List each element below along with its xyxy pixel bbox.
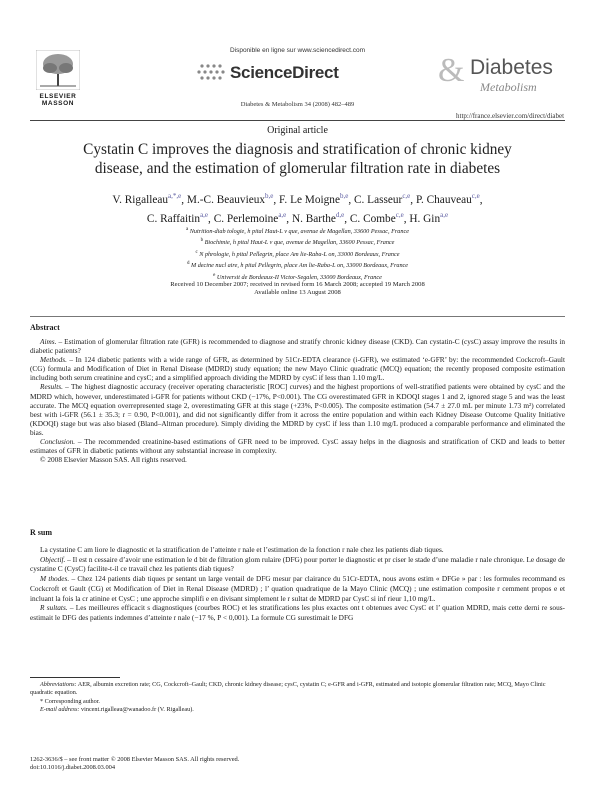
- journal-url[interactable]: http://france.elsevier.com/direct/diabet: [456, 112, 565, 120]
- footnote-rule: [30, 677, 120, 678]
- abstract-body: [30, 337, 565, 464]
- received-dates: Received 10 December 2007; received in revised form 16 March 2008; accepted 19 March 2008: [170, 281, 425, 288]
- doi-link[interactable]: doi:10.1016/j.diabet.2008.03.004: [30, 764, 116, 772]
- elsevier-wordmark: ELSEVIER MASSON: [39, 93, 77, 107]
- journal-logo-ampersand: &: [438, 52, 465, 89]
- section-label: Objectif.: [40, 554, 66, 564]
- abbreviations-text: AER, albumin excretion rate; CG, Cockcroft–Gault; CKD, chronic kidney disease; cysC, cystatin C; e-GFR and i-GFR, estimated and isotopic glomerular filtration rate; MCQ, Mayo Clinic quadratic equation.: [30, 681, 546, 697]
- affiliation-mark: a: [186, 227, 189, 232]
- paragraph-text: – The recommended creatinine-based estimations of GFR need to be improved. CysC assay helps in the diagnosis and stratification of CKD and leads to better estimates of GFR in diabetic patients without any substantial increase in complexity.: [30, 437, 565, 456]
- author-affiliation-mark: a,e: [200, 210, 209, 219]
- abstract-paragraph: [30, 382, 565, 437]
- journal-logo-subtitle: Metabolism: [480, 80, 537, 94]
- affiliation-item: [40, 236, 555, 247]
- online-date: Available online 13 August 2008: [254, 289, 341, 297]
- resume-paragraph: [30, 574, 565, 603]
- author-name: V. Rigalleau: [112, 193, 169, 206]
- author-name: H. Gin: [409, 212, 441, 225]
- section-label: Aims.: [40, 337, 57, 346]
- resume-paragraph: [30, 603, 565, 622]
- author-affiliation-mark: b,e: [339, 192, 349, 200]
- email-note: [30, 706, 565, 714]
- header-rule: [30, 120, 565, 121]
- article-dates: [40, 281, 555, 298]
- author-affiliation-mark: c,e: [402, 192, 411, 200]
- affiliation-item: [40, 259, 555, 270]
- section-label: Conclusion.: [40, 437, 76, 447]
- authors-line-1: V. Rigalleau$^{a,*,e}$, M.-C. Beauvieux$^{b,e}$, F. Le Moigne$^{b,e}$, C. Lasseur$^{c,e}$, P. Chauveau$^{c,e}$,: [112, 192, 483, 206]
- email-address[interactable]: vincent.rigalleau@wanadoo.fr (V. Rigalleau).: [79, 706, 194, 714]
- author-affiliation-mark: a,*,e: [168, 192, 182, 200]
- affiliation-item: [40, 248, 555, 259]
- article-title: [40, 140, 555, 178]
- paragraph-text: – Les meilleures efficacit s diagnostiques (courbes ROC) et les stratifications les plus exactes ont t obtenues avec CysC et l’ quation MDRD, mais cette derni re sous-estimait le DFG des patients indemnes d’atteinte r nale (−17 %, P < 0,001). La formule CG surestimait le DFG: [30, 603, 565, 622]
- issn-line: 1262-3636/$ – see front matter © 2008 Elsevier Masson SAS. All rights reserved.: [30, 756, 240, 763]
- author-name: C. Combe: [349, 212, 396, 225]
- affiliation-text: Universit de Bordeaux-II Victor-Segalen, 33000 Bordeaux, France: [215, 273, 382, 281]
- author-name: P. Chauveau: [415, 193, 472, 206]
- resume-body: [30, 545, 565, 623]
- abstract-paragraph: [30, 337, 565, 355]
- author-name: N. Barthe: [291, 212, 336, 225]
- resume-paragraph: [30, 545, 565, 555]
- affiliation-text: M decine nucl aire, h pital Pellegrin, place Am lie-Raba-L on, 33000 Bordeaux, France: [189, 262, 409, 270]
- author-name: F. Le Moigne: [279, 193, 340, 206]
- author-name: C. Raffaitin: [146, 212, 201, 225]
- elsevier-tree-logo: [36, 50, 80, 90]
- abbreviations-label: Abbreviations:: [40, 681, 77, 688]
- email-label: E-mail address:: [40, 706, 80, 714]
- abstract-paragraph: [30, 355, 565, 382]
- sciencedirect-wordmark: ScienceDirect: [230, 63, 339, 82]
- paragraph-text: – In 124 diabetic patients with a wide range of GFR, as determined by 51Cr-EDTA clearance (i-GFR), we estimated ‘e-GFR’ by: the recommended Cockcroft–Gault (CG) formula and Modification of Diet in Renal Disease (MDRD) study equation; the new Mayo Clinic quadratic (MCQ) equation; the recently proposed composite estimation including both serum creatinine and cysC; and a simplified approach dividing the MDRD by cysC if less than 1.10 mg/L.: [30, 355, 565, 383]
- journal-citation: Diabetes & Metabolism 34 (2008) 482–489: [240, 101, 355, 108]
- authors-line-2: C. Raffaitin$^{a,e}$, C. Perlemoine$^{a,e}$, N. Barthe$^{d,e}$, C. Combe$^{c,e}$, H. Gin$^{a,e}$: [146, 210, 449, 225]
- affiliation-mark: e: [213, 272, 216, 278]
- affiliation-mark: d: [186, 261, 190, 267]
- paragraph-text: – The highest diagnostic accuracy (receiver operating characteristic [ROC] curves) and the highest proportions of well-stratified patients were obtained by cysC and the MDRD which, however, underestimated i-GFR for patients without CKD (−17%, P<0.001). The CG overestimated GFR in KDOQI stages 1 and 2, ignored stage 5 and was the least accurate. The MCQ equation overrepresented stage 2, overestimating GFR at this stage (+23%, P<0.005). The composite estimation (54.7 ± 27.0 mL per minute 1.73 m²) correlated best with i-GFR (56.1 ± 35.3; r = 0.90, P<0.001), and did not significantly differ from it across the entire population and within each Kidney Disease Outcome Quality Initiative (KDOQI) stage but was also biased (Bland–Altman procedure). Simply dividing the MDRD by cysC if less than 1.10 mg/L produced a comparable performance and eliminated the bias.: [30, 382, 565, 437]
- paragraph-text: La cystatine C am liore le diagnostic et la stratification de l’atteinte r nale et l’estimation de la fonction r nale chez les patients diab tiques.: [40, 545, 444, 554]
- footnotes: [30, 681, 565, 715]
- author-affiliation-mark: c,e: [395, 210, 404, 219]
- affiliations: [40, 225, 555, 282]
- abbreviations-note: [30, 681, 565, 698]
- section-label: M thodes.: [40, 574, 70, 584]
- paragraph-text: © 2008 Elsevier Masson SAS. All rights reserved.: [40, 455, 187, 465]
- author-affiliation-mark: a,e: [278, 210, 287, 219]
- resume-paragraph: [30, 555, 565, 574]
- author-name: C. Lasseur: [353, 193, 403, 206]
- paragraph-text: – Chez 124 patients diab tiques pr sentant un large ventail de DFG mesur par clairance du 51Cr-EDTA, nous avons estim « DFGe » par : les formules recommand es Cockcroft et Gault (CG) et Modification of Diet in Renal Disease (MDRD) ; l’ quation quadratique de la Mayo Clinic (MCQ) ; une estimation composite r cemment propos e et incluant la fois la cr atinine et CysC ; une approche simplifi e en divisant simplement le r sultat de MDRD par CysC si inf rieur 1,10 mg/L.: [30, 574, 566, 603]
- author-list: [40, 189, 555, 227]
- affiliation-mark: c: [195, 249, 198, 255]
- corresponding-note: * Corresponding author.: [40, 697, 100, 705]
- abstract-paragraph: [30, 455, 565, 464]
- affiliation-text: Biochimie, h pital Haut-L v que, avenue de Magellan, 33600 Pessac, France: [203, 239, 395, 247]
- author-affiliation-mark: d,e: [335, 210, 345, 219]
- author-affiliation-mark: b,e: [265, 192, 274, 200]
- author-affiliation-mark: a,e: [440, 210, 449, 219]
- abstract-rule: [30, 316, 565, 317]
- author-affiliation-mark: c,e: [471, 192, 480, 200]
- abstract-heading: Abstract: [30, 323, 60, 332]
- section-label: Methods.: [40, 355, 67, 365]
- author-name: M.-C. Beauvieux: [186, 193, 266, 206]
- title-line: disease, and the estimation of glomerular filtration rate in diabetes: [94, 160, 501, 177]
- paragraph-text: – Estimation of glomerular filtration rate (GFR) is recommended to diagnose and stratify chronic kidney disease (CKD). Can cystatin-C (cysC) assay improve the results in diabetic patients?: [30, 337, 565, 356]
- affiliation-mark: b: [200, 238, 204, 244]
- affiliation-item: [40, 225, 555, 236]
- article-type: Original article: [267, 125, 328, 136]
- section-label: Results.: [40, 382, 63, 392]
- abstract-paragraph: [30, 437, 565, 455]
- bottom-info: [30, 756, 239, 773]
- affiliation-text: N phrologie, h pital Pellegrin, place Am lie-Raba-L on, 33000 Bordeaux, France: [197, 251, 400, 258]
- author-name: C. Perlemoine: [213, 212, 279, 225]
- title-line: Cystatin C improves the diagnosis and stratification of chronic kidney: [83, 141, 512, 158]
- sciencedirect-availability: Disponible en ligne sur www.sciencedirect.com: [229, 47, 366, 54]
- paragraph-text: – Il est n cessaire d’avoir une estimation le d bit de filtration glom rulaire (DFG) pour porter le diagnostic et pr ciser le stade d’une maladie r nale chronique. Le dosage de cystatine C (CysC) facilite-t-il ce travail chez les patients diab tiques?: [30, 554, 565, 574]
- affiliation-text: Nutrition-diab tologie, h pital Haut-L v que, avenue de Magellan, 33600 Pessac, France: [188, 228, 409, 236]
- section-label: R sultats.: [40, 603, 68, 613]
- resume-heading: R sum: [30, 528, 53, 537]
- journal-logo-title: Diabetes: [470, 56, 553, 79]
